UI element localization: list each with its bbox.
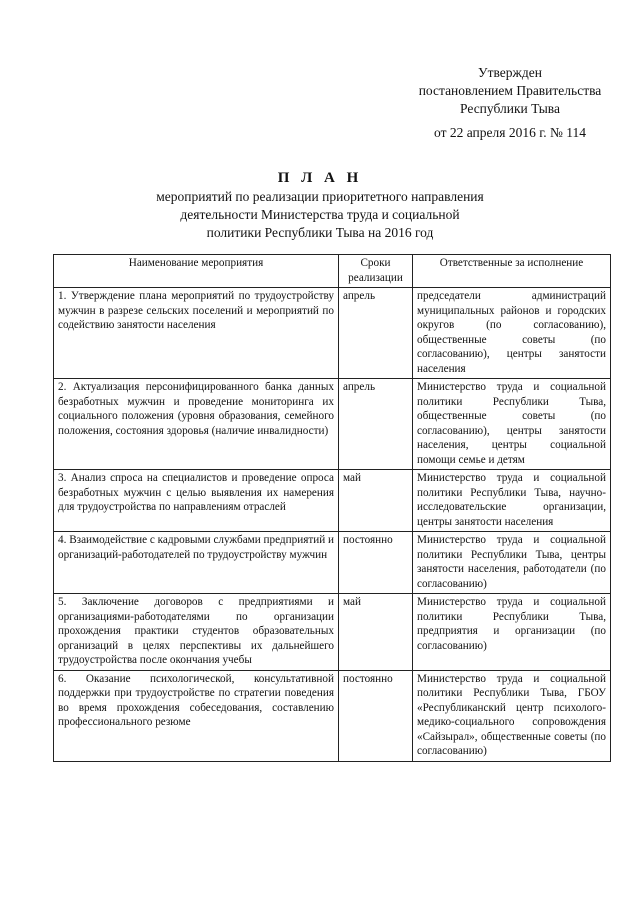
row-responsible: Министерство труда и социальной политики Республики Тыва, центры занятости населения, работодатели (по согласованию) bbox=[413, 532, 611, 594]
approval-date: от 22 апреля 2016 г. № 114 bbox=[434, 125, 586, 140]
row-responsible: Министерство труда и социальной политики Республики Тыва, научно-исследовательские организации, центры занятости населения bbox=[413, 470, 611, 532]
document-title bbox=[60, 168, 580, 242]
approval-line-2: постановлением Правительства bbox=[418, 83, 602, 98]
row-deadline: май bbox=[339, 470, 413, 532]
table-row bbox=[54, 470, 611, 532]
table-header-row bbox=[54, 255, 611, 288]
row-deadline: постоянно bbox=[339, 670, 413, 761]
title-line-2: деятельности Министерства труда и социальной bbox=[180, 207, 460, 222]
plan-table bbox=[53, 254, 611, 762]
title-line-3: политики Республики Тыва на 2016 год bbox=[206, 225, 434, 240]
row-name: 2. Актуализация персонифицированного банка данных безработных мужчин и проведение мониторинга их социального положения (уровня образования, семейного положения, состояния здоровья (наличие инвалидности) bbox=[54, 379, 339, 470]
row-name: 5. Заключение договоров с предприятиями и организациями-работодателями по организации прохождения практики студентов образовательных организаций в целях перспективы их дальнейшего трудоустройства после окончания учебы bbox=[54, 594, 339, 671]
table-row bbox=[54, 288, 611, 379]
row-name: 4. Взаимодействие с кадровыми службами предприятий и организаций-работодателей по трудоустройству мужчин bbox=[54, 532, 339, 594]
row-name: 6. Оказание психологической, консультативной поддержки при трудоустройстве по стратегии поведения во время прохождения собеседования, составлению профессионального резюме bbox=[54, 670, 339, 761]
row-deadline: апрель bbox=[339, 379, 413, 470]
row-name: 1. Утверждение плана мероприятий по трудоустройству мужчин в разрезе сельских поселений и мероприятий по содействию занятости населения bbox=[54, 288, 339, 379]
row-responsible: председатели администраций муниципальных районов и городских округов (по согласованию), общественные советы (по согласованию), центры занятости населения bbox=[413, 288, 611, 379]
row-responsible: Министерство труда и социальной политики Республики Тыва, общественные советы (по согласованию), центры занятости населения, центры социальной помощи семье и детям bbox=[413, 379, 611, 470]
table-row bbox=[54, 594, 611, 671]
header-name: Наименование мероприятия bbox=[54, 255, 339, 288]
row-deadline: постоянно bbox=[339, 532, 413, 594]
header-deadline: Сроки реализации bbox=[339, 255, 413, 288]
row-deadline: апрель bbox=[339, 288, 413, 379]
table-row bbox=[54, 379, 611, 470]
row-responsible: Министерство труда и социальной политики Республики Тыва, предприятия и организации (по согласованию) bbox=[413, 594, 611, 671]
approval-block bbox=[400, 64, 620, 118]
approval-line-3: Республики Тыва bbox=[460, 101, 560, 116]
plan-heading: П Л А Н bbox=[277, 170, 363, 186]
title-line-1: мероприятий по реализации приоритетного направления bbox=[156, 189, 484, 204]
row-name: 3. Анализ спроса на специалистов и проведение опроса безработных мужчин с целью выявления их намерения для трудоустройства по направлениям отраслей bbox=[54, 470, 339, 532]
row-responsible: Министерство труда и социальной политики Республики Тыва, ГБОУ «Республиканский центр психолого-медико-социального сопровождения «Сайзырал», общественные советы (по согласованию) bbox=[413, 670, 611, 761]
approval-line-1: Утвержден bbox=[478, 65, 542, 80]
table-row bbox=[54, 532, 611, 594]
table-row bbox=[54, 670, 611, 761]
row-deadline: май bbox=[339, 594, 413, 671]
header-responsible: Ответственные за исполнение bbox=[413, 255, 611, 288]
